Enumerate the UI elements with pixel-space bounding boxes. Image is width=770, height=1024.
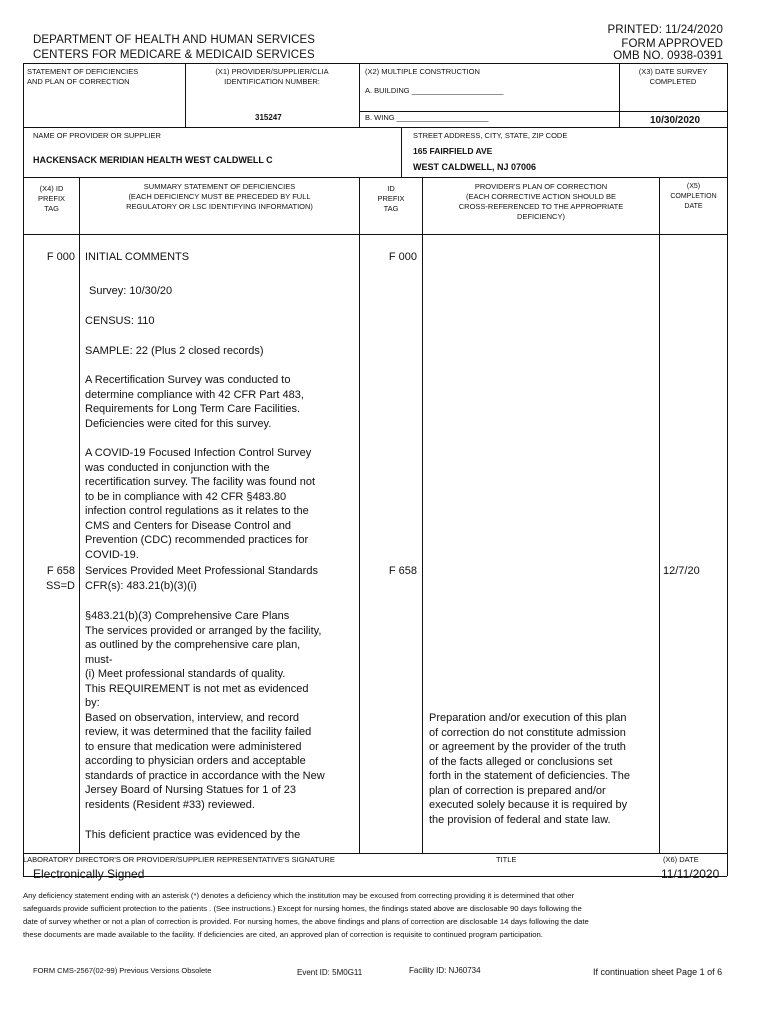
rule <box>23 177 727 178</box>
x1-value: 315247 <box>255 113 282 122</box>
completion-date-f658: 12/7/20 <box>663 565 700 577</box>
col-header-x4: (X4) ID PREFIX TAG <box>37 184 66 213</box>
col-header-id: ID PREFIX TAG <box>377 184 405 213</box>
date-label: (X6) DATE <box>663 855 699 864</box>
rule <box>79 177 80 853</box>
col-header-plan: PROVIDER'S PLAN OF CORRECTION (EACH CORRECTIVE ACTION SHOULD BE CROSS-REFERENCED TO THE APPROPRIATE DEFICIENCY) <box>458 182 624 221</box>
col-header-summary: SUMMARY STATEMENT OF DEFICIENCIES (EACH DEFICIENCY MUST BE PRECEDED BY FULL REGULATORY OR LSC IDENTIFYING INFORMATION) <box>126 182 313 211</box>
rule <box>359 111 727 112</box>
rule <box>23 853 727 854</box>
evidenced-line: This deficient practice was evidenced by the <box>85 829 301 841</box>
address-label: STREET ADDRESS, CITY, STATE, ZIP CODE <box>413 131 568 140</box>
x3-label: (X3) DATE SURVEY COMPLETED <box>638 67 708 86</box>
signature-date: 11/11/2020 <box>661 867 720 881</box>
col-header-x5: (X5) COMPLETION DATE <box>670 183 717 210</box>
rule <box>359 177 360 853</box>
survey-line: Survey: 10/30/20 <box>89 285 173 297</box>
regulation-paragraph: §483.21(b)(3) Comprehensive Care Plans The services provided or arranged by the facility, as outlined by the comprehensive care plan, must- (i) Meet professional standards of quality. This REQUIREMENT is not met as evidenced by: Based on observation, interview, and record review, it was determined that the facility failed to ensure that medication were administered according to physician orders and acceptable standards of practice in accordance with the New Jersey Board of Nursing Statues for 1 of 23 residents (Resident #33) reviewed. <box>85 610 325 811</box>
footer-facility-id: Facility ID: NJ60734 <box>409 966 481 975</box>
footer-event-id: Event ID: 5M0G11 <box>297 968 363 977</box>
rule <box>401 127 402 177</box>
printed-date: PRINTED: 11/24/2020 <box>607 24 723 36</box>
department-line-2: CENTERS FOR MEDICARE & MEDICAID SERVICES <box>33 49 315 61</box>
address-line-1: 165 FAIRFIELD AVE <box>413 146 493 156</box>
tag-f658: F 658 <box>46 565 75 577</box>
initial-comments: INITIAL COMMENTS <box>85 251 190 263</box>
severity-ss: SS=D <box>45 580 75 592</box>
f658-title: Services Provided Meet Professional Standards CFR(s): 483.21(b)(3)(i) <box>85 565 318 592</box>
x3-value: 10/30/2020 <box>650 115 701 126</box>
rule <box>23 63 727 64</box>
census-line: CENSUS: 110 <box>85 315 155 327</box>
signature-value: Electronically Signed <box>33 867 145 881</box>
x2-building: A. BUILDING ______________________ <box>365 86 504 95</box>
omb-number: OMB NO. 0938-0391 <box>613 50 723 62</box>
rule <box>23 127 727 128</box>
footer-page: If continuation sheet Page 1 of 6 <box>593 967 723 977</box>
signature-label: LABORATORY DIRECTOR'S OR PROVIDER/SUPPLIER REPRESENTATIVE'S SIGNATURE <box>23 855 335 864</box>
id-f658: F 658 <box>388 565 417 577</box>
tag-f000: F 000 <box>46 251 75 263</box>
address-line-2: WEST CALDWELL, NJ 07006 <box>413 162 537 172</box>
provider-name: HACKENSACK MERIDIAN HEALTH WEST CALDWELL C <box>33 155 273 165</box>
recertification-paragraph: A Recertification Survey was conducted to determine compliance with 42 CFR Part 483, Requirements for Long Term Care Facilities. Deficiencies were cited for this survey. <box>85 374 304 430</box>
footer-form: FORM CMS-2567(02-99) Previous Versions Obsolete <box>33 966 212 975</box>
form-approved: FORM APPROVED <box>621 38 723 50</box>
x2-label: (X2) MULTIPLE CONSTRUCTION <box>365 67 480 76</box>
rule <box>23 234 727 235</box>
statement-label: STATEMENT OF DEFICIENCIES AND PLAN OF CORRECTION <box>27 67 139 86</box>
sample-line: SAMPLE: 22 (Plus 2 closed records) <box>85 345 264 357</box>
rule <box>359 63 360 127</box>
rule <box>727 63 728 876</box>
x2-wing: B. WING ______________________ <box>365 113 489 122</box>
rule <box>422 177 423 853</box>
provider-name-label: NAME OF PROVIDER OR SUPPLIER <box>33 131 161 140</box>
id-f000: F 000 <box>388 251 417 263</box>
title-label: TITLE <box>496 855 517 864</box>
covid-paragraph: A COVID-19 Focused Infection Control Survey was conducted in conjunction with the recertification survey. The facility was found not to be in compliance with 42 CFR §483.80 infection control regulations as it relates to the CMS and Centers for Disease Control and Prevention (CDC) recommended practices for COVID-19. <box>85 447 316 561</box>
x1-label: (X1) PROVIDER/SUPPLIER/CLIA IDENTIFICATION NUMBER: <box>215 67 329 86</box>
disclaimer: Any deficiency statement ending with an asterisk (*) denotes a deficiency which the institution may be excused from correcting providing it is determined that other safeguards provide sufficient protection to the patients . (See instructions.) Except for nursing homes, the findings stated above are disclosable 90 days following the date of survey whether or not a plan of correction is provided. For nursing homes, the above findings and plans of correction are disclosable 14 days following the date these documents are made available to the facility. If deficiencies are cited, an approved plan of correction is requisite to continued program participation. <box>23 891 589 939</box>
department-line-1: DEPARTMENT OF HEALTH AND HUMAN SERVICES <box>33 34 316 46</box>
plan-of-correction-paragraph: Preparation and/or execution of this plan of correction do not constitute admission or agreement by the provider of the truth of the facts alleged or conclusions set forth in the statement of deficiencies. The plan of correction is prepared and/or executed solely because it is required by the provision of federal and state law. <box>429 712 630 826</box>
rule <box>659 177 660 853</box>
